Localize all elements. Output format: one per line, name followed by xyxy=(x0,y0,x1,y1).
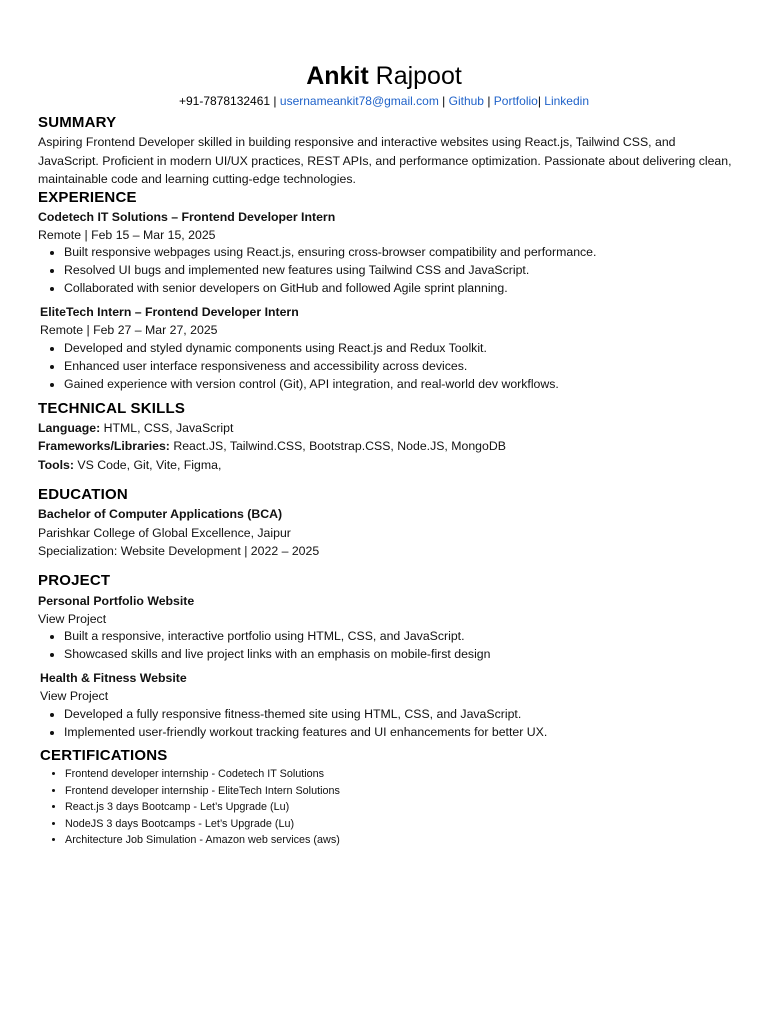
certifications-list xyxy=(38,766,340,849)
separator: | xyxy=(442,94,446,108)
linkedin-link[interactable]: Linkedin xyxy=(544,94,589,108)
phone-number: +91-7878132461 xyxy=(178,94,271,108)
skill-label: Language: xyxy=(38,421,101,435)
job-bullets xyxy=(38,243,596,298)
portfolio-link[interactable]: Portfolio xyxy=(493,94,538,108)
job-bullets xyxy=(38,339,559,394)
skill-row xyxy=(38,456,221,474)
list-item: • Implemented user-friendly workout tracking features and UI enhancements for better UX. xyxy=(64,723,547,741)
project-heading: PROJECT xyxy=(38,572,111,589)
skill-value: React.JS, Tailwind.CSS, Bootstrap.CSS, Node.JS, MongoDB xyxy=(169,439,506,453)
list-item: • Resolved UI bugs and implemented new features using Tailwind CSS and JavaScript. xyxy=(64,261,596,279)
email-link[interactable]: usernameankit78@gmail.com xyxy=(279,94,439,108)
skill-row xyxy=(38,419,233,437)
summary-heading: SUMMARY xyxy=(38,114,117,131)
project-name: Health & Fitness Website xyxy=(40,671,187,685)
list-item: • React.js 3 days Bootcamp - Let’s Upgrade (Lu) xyxy=(65,799,340,816)
job-meta: Remote | Feb 15 – Mar 15, 2025 xyxy=(38,228,216,242)
first-name: Ankit xyxy=(306,62,369,90)
degree: Bachelor of Computer Applications (BCA) xyxy=(38,507,283,521)
list-item: • Enhanced user interface responsiveness and accessibility across devices. xyxy=(64,357,559,375)
list-item: • Built a responsive, interactive portfolio using HTML, CSS, and JavaScript. xyxy=(64,627,491,645)
separator: | xyxy=(537,94,541,108)
skill-label: Tools: xyxy=(38,458,74,472)
list-item: • Frontend developer internship - Codetech IT Solutions xyxy=(65,766,340,783)
list-item: • Developed and styled dynamic components using React.js and Redux Toolkit. xyxy=(64,339,559,357)
job-meta: Remote | Feb 27 – Mar 27, 2025 xyxy=(40,323,218,337)
list-item: • Built responsive webpages using React.js, ensuring cross-browser compatibility and performance. xyxy=(64,243,596,261)
separator: | xyxy=(273,94,277,108)
list-item: • Architecture Job Simulation - Amazon web services (aws) xyxy=(65,832,340,849)
list-item: • Frontend developer internship - EliteTech Intern Solutions xyxy=(65,783,340,800)
list-item: • NodeJS 3 days Bootcamps - Let’s Upgrade (Lu) xyxy=(65,816,340,833)
separator: | xyxy=(487,94,491,108)
specialization: Specialization: Website Development | 2022 – 2025 xyxy=(38,544,320,558)
skills-heading: TECHNICAL SKILLS xyxy=(38,400,186,417)
certifications-heading: CERTIFICATIONS xyxy=(40,747,168,764)
list-item: • Gained experience with version control (Git), API integration, and real-world dev workflows. xyxy=(64,375,559,393)
github-link[interactable]: Github xyxy=(448,94,484,108)
skill-label: Frameworks/Libraries: xyxy=(38,439,170,453)
project-name: Personal Portfolio Website xyxy=(38,594,195,608)
college: Parishkar College of Global Excellence, Jaipur xyxy=(38,526,291,540)
list-item: • Developed a fully responsive fitness-themed site using HTML, CSS, and JavaScript. xyxy=(64,705,547,723)
list-item: • Showcased skills and live project links with an emphasis on mobile-first design xyxy=(64,645,491,663)
summary-text: Aspiring Frontend Developer skilled in building responsive and interactive websites using React.js, Tailwind CSS, and JavaScript. Proficient in modern UI/UX practices, REST APIs, and performance optimization. Passionate about delivering clean, maintainable code and learning cutting-edge technologies. xyxy=(38,135,732,186)
contact-line xyxy=(0,93,768,109)
skill-row xyxy=(38,437,506,455)
project-bullets xyxy=(38,627,491,663)
job-heading: Codetech IT Solutions – Frontend Developer Intern xyxy=(38,210,336,224)
candidate-name xyxy=(0,60,768,92)
list-item: • Collaborated with senior developers on GitHub and followed Agile sprint planning. xyxy=(64,279,596,297)
resume-header xyxy=(0,60,768,109)
experience-heading: EXPERIENCE xyxy=(38,189,137,206)
job-heading: EliteTech Intern – Frontend Developer Intern xyxy=(40,305,299,319)
view-project-link[interactable]: View Project xyxy=(40,689,109,703)
last-name: Rajpoot xyxy=(375,62,462,90)
view-project-link[interactable]: View Project xyxy=(38,612,107,626)
education-heading: EDUCATION xyxy=(38,486,128,503)
project-bullets xyxy=(38,705,547,741)
skill-value: HTML, CSS, JavaScript xyxy=(100,421,234,435)
skill-value: VS Code, Git, Vite, Figma, xyxy=(73,458,222,472)
